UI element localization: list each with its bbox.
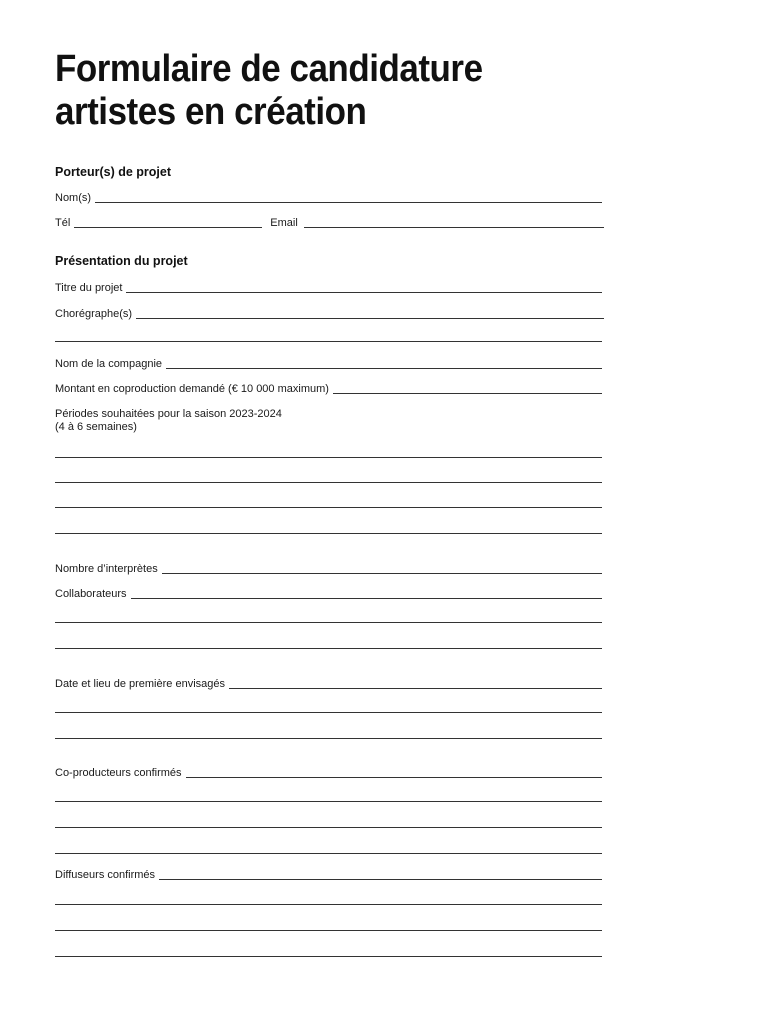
section-heading-porteurs: Porteur(s) de projet (55, 165, 171, 179)
diffuseurs-label: Diffuseurs confirmés (55, 869, 156, 881)
choregraphes-line[interactable] (136, 318, 604, 319)
diffuseurs-extra-line[interactable] (55, 904, 602, 905)
coproducteurs-line[interactable] (186, 777, 602, 778)
compagnie-label: Nom de la compagnie (55, 358, 163, 370)
noms-field[interactable] (55, 189, 602, 205)
compagnie-line[interactable] (166, 368, 602, 369)
coproducteurs-extra-line[interactable] (55, 801, 602, 802)
page-title-line-1: Formulaire de candidature (55, 48, 483, 90)
choregraphes-extra-line[interactable] (55, 341, 602, 342)
periodes-label-line-1: Périodes souhaitées pour la saison 2023-2024 (55, 408, 282, 420)
noms-line[interactable] (95, 202, 602, 203)
choregraphes-field[interactable] (55, 305, 604, 321)
collaborateurs-extra-line[interactable] (55, 648, 602, 649)
premiere-label: Date et lieu de première envisagés (55, 678, 225, 690)
coproducteurs-label: Co-producteurs confirmés (55, 767, 182, 779)
montant-line[interactable] (333, 393, 602, 394)
coproducteurs-extra-line[interactable] (55, 827, 602, 828)
coproducteurs-extra-line[interactable] (55, 853, 602, 854)
periodes-line[interactable] (55, 507, 602, 508)
page-title (55, 48, 644, 134)
diffuseurs-extra-line[interactable] (55, 956, 602, 957)
tel-line[interactable] (74, 227, 262, 228)
tel-label: Tél (55, 217, 71, 229)
periodes-line[interactable] (55, 482, 602, 483)
tel-email-row (55, 214, 604, 230)
collaborateurs-extra-line[interactable] (55, 622, 602, 623)
periodes-label (55, 408, 282, 434)
titre-label: Titre du projet (55, 282, 123, 294)
montant-field[interactable] (55, 380, 602, 396)
compagnie-field[interactable] (55, 355, 602, 371)
premiere-extra-line[interactable] (55, 738, 602, 739)
section-heading-presentation: Présentation du projet (55, 254, 188, 268)
periodes-label-line-2: (4 à 6 semaines) (55, 421, 137, 433)
choregraphes-label: Chorégraphe(s) (55, 308, 133, 320)
interpretes-label: Nombre d’interprètes (55, 563, 158, 575)
diffuseurs-field[interactable] (55, 866, 602, 882)
collaborateurs-label: Collaborateurs (55, 588, 127, 600)
collaborateurs-field[interactable] (55, 585, 602, 601)
noms-label: Nom(s) (55, 192, 92, 204)
periodes-line[interactable] (55, 457, 602, 458)
collaborateurs-line[interactable] (131, 598, 602, 599)
page-title-line-2: artistes en création (55, 91, 367, 133)
titre-line[interactable] (126, 292, 602, 293)
premiere-extra-line[interactable] (55, 712, 602, 713)
titre-field[interactable] (55, 279, 602, 295)
diffuseurs-extra-line[interactable] (55, 930, 602, 931)
periodes-line[interactable] (55, 533, 602, 534)
diffuseurs-line[interactable] (159, 879, 602, 880)
montant-label: Montant en coproduction demandé (€ 10 000 maximum) (55, 383, 329, 395)
coproducteurs-field[interactable] (55, 764, 602, 780)
email-line[interactable] (304, 227, 604, 228)
interpretes-field[interactable] (55, 560, 602, 576)
premiere-line[interactable] (229, 688, 602, 689)
premiere-field[interactable] (55, 675, 602, 691)
interpretes-line[interactable] (162, 573, 602, 574)
email-label: Email (270, 217, 298, 229)
